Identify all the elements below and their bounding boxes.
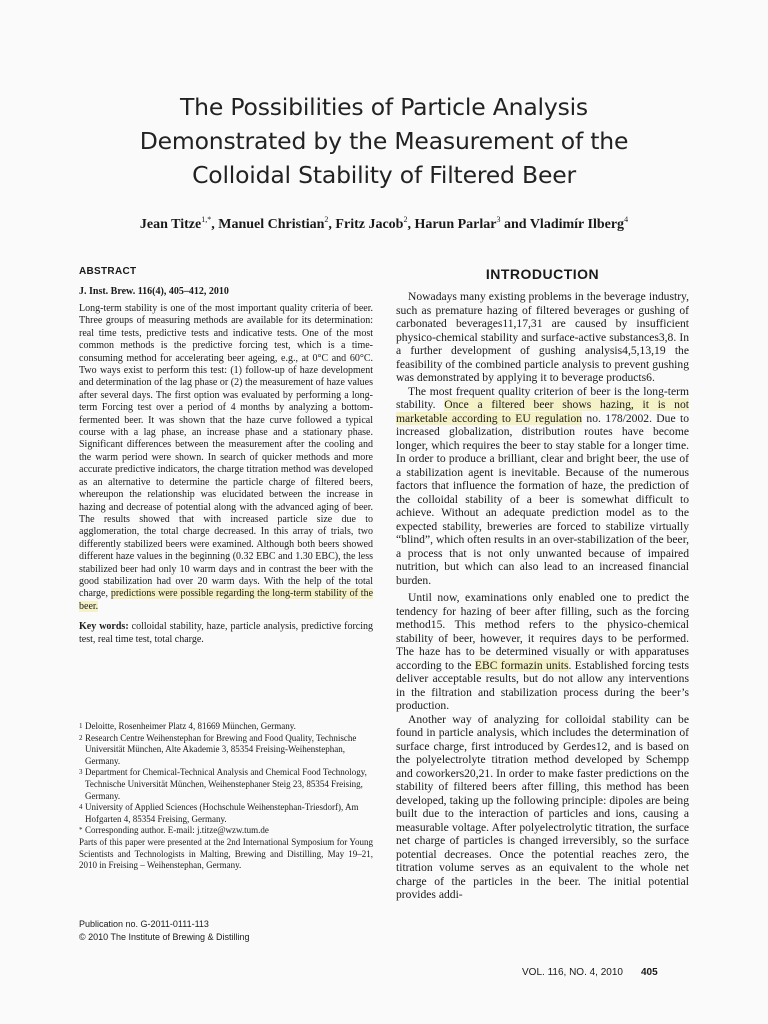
abstract-text-part: Long-term stability is one of the most important quality criteria of beer. Three groups of measuring methods are available for its determination: real time tests, predictive tests and indicative tests. One of the most common methods is the predictive forcing test, which is a time-consuming method for accelerating beer ageing, e.g., at 0°C and 60°C. Two ways exist to perform this test: (1) follow-up of haze development and determination of the lag phase or (2) the measurement of haze values after several days. The first option was evaluated by performing a long-term Forcing test over a period of 4 months by analyzing a bottom-fermented beer. It was shown that the haze curve followed a typical course with a lag phase, an increase phase and a stationary phase. Significant differences between the measurement after the cooling and the warm period were shown. In search of quicker methods and more accurate predictive indicators, the charge titration method was developed as an alternative to determine the particle charge of filtered beers, whereupon the relationship was elucidated between the increase in hazing and decrease of potential along with the advanced aging of beer. The results showed that with increased particle size due to agglomeration, the total charge decreased. In this array of trials, two differently stabilized beers were examined. Although both beers showed different haze values in the beginning (0.32 EBC and 1.30 EBC), the less stabilized beer had only 10 warm days and in contrast the beer with the good stabilization had over 20 warm days. With the help of the total charge, bbox=[79, 303, 373, 600]
left-column bbox=[79, 266, 373, 646]
affiliation-mark: * bbox=[79, 826, 83, 835]
paragraph-part: The most frequent quality criterion of beer is the long-term stability. bbox=[396, 384, 689, 411]
affiliation-text: Department for Chemical-Technical Analysis and Chemical Food Technology, Technische Universität München, Weihenstephaner Steig 23, 85354 Freising, Germany. bbox=[85, 767, 367, 801]
keywords-text: colloidal stability, haze, particle analysis, predictive forcing test, real time test, total charge. bbox=[79, 621, 373, 645]
author-list: Jean Titze$^{1,*}$, Manuel Christian$^2$, Fritz Jacob$^2$, Harun Parlar$^3$ and Vladimír Ilberg$^4$ bbox=[139, 215, 629, 232]
affiliations bbox=[79, 721, 373, 872]
paragraph: Nowadays many existing problems in the beverage industry, such as premature hazing of filtered beverages or gushing of carbonated beverages11,17,31 are caused by insufficient physico-chemical stability and surface-active substances3,8. In a further development of gushing analysis4,5,13,19 the feasibility of the combined particle analysis to prevent gushing was demonstrated by applying it to beverage products6. bbox=[396, 290, 689, 384]
keywords-label: Key words: bbox=[79, 621, 129, 633]
paragraph-part: Until now, examinations only enabled one to predict the tendency for hazing of beer after filling, such as the forcing method15. This method refers to the physico-chemical stability of beer, however, it requires days to be performed. The haze has to be determined visually or with apparatuses according to the bbox=[396, 591, 689, 672]
abstract-text bbox=[79, 303, 373, 613]
paragraph bbox=[396, 591, 689, 713]
highlighted-text[interactable]: Once a filtered beer shows hazing, it is not marketable according to EU regulation bbox=[396, 398, 689, 425]
introduction-body bbox=[396, 290, 689, 902]
abstract-heading: ABSTRACT bbox=[79, 266, 137, 277]
affiliation-mark: 2 bbox=[79, 733, 83, 742]
volume-info: VOL. 116, NO. 4, 2010 bbox=[522, 967, 623, 978]
title-line: Colloidal Stability of Filtered Beer bbox=[192, 161, 576, 189]
publication-number: Publication no. G-2011-0111-113 bbox=[79, 919, 209, 929]
highlighted-text[interactable]: EBC formazin units bbox=[474, 658, 569, 672]
affiliation-text: University of Applied Sciences (Hochschule Weihenstephan-Triesdorf), Am Hofgarten 4, 85354 Freising, Germany. bbox=[85, 802, 359, 824]
affiliation-item bbox=[79, 733, 373, 768]
affiliation-item bbox=[79, 721, 373, 733]
affiliation-mark: 4 bbox=[79, 803, 83, 812]
copyright-notice: © 2010 The Institute of Brewing & Distilling bbox=[79, 932, 250, 942]
affiliation-item bbox=[79, 825, 373, 837]
journal-citation: J. Inst. Brew. 116(4), 405–412, 2010 bbox=[79, 286, 229, 297]
affiliation-text: Research Centre Weihenstephan for Brewing and Food Quality, Technische Universität München, Alte Akademie 3, 85354 Freising-Weihenstephan, Germany. bbox=[85, 732, 357, 766]
affiliation-text[interactable]: Corresponding author. E-mail: j.titze@wzw.tum.de bbox=[85, 825, 269, 836]
page-number: 405 bbox=[641, 967, 658, 978]
affiliation-item bbox=[79, 767, 373, 802]
paper-title bbox=[60, 90, 708, 192]
paragraph-part: no. 178/2002. Due to increased globalization, distribution routes have become longer, which requires the beer to stay stable for a longer time. In order to produce a brilliant, clear and bright beer, the use of a stabilization agent is inevitable. Because of the numerous factors that influence the formation of haze, the prediction of the colloidal stability of a beer is somewhat difficult to achieve. Without an adequate prediction model as to the expected stability, breweries are forced to stabilize virtually “blind”, which often results in an over-stabilization of the beer, a process that is not only unwanted because of impaired nutrition, but which can also lead to an increased financial burden. bbox=[396, 411, 689, 587]
paragraph-part: . Established forcing tests deliver acceptable results, but do not allow any interventions in the filtration and stabilization process during the beer’s production. bbox=[396, 658, 689, 712]
affiliation-item bbox=[79, 802, 373, 825]
affiliation-mark: 1 bbox=[79, 722, 83, 730]
affiliation-text: Deloitte, Rosenheimer Platz 4, 81669 München, Germany. bbox=[85, 721, 296, 731]
right-column bbox=[396, 262, 689, 902]
page-footer bbox=[522, 967, 658, 978]
keywords bbox=[79, 621, 373, 646]
title-line: The Possibilities of Particle Analysis bbox=[180, 93, 588, 121]
title-line: Demonstrated by the Measurement of the bbox=[139, 127, 629, 155]
publication-info bbox=[79, 918, 373, 944]
affiliation-mark: 3 bbox=[79, 768, 83, 777]
paragraph bbox=[396, 385, 689, 588]
highlighted-text[interactable]: predictions were possible regarding the long-term stability of the beer. bbox=[79, 588, 374, 612]
paragraph: Another way of analyzing for colloidal stability can be found in particle analysis, which includes the determination of surface charge, first introduced by Gerdes12, and is based on the polyelectrolyte titration method developed by Schempp and coworkers20,21. In order to make faster predictions on the stability of filtered beers after filling, this method has been developed, taking up the following principle: dipoles are being built due to the interaction of particles and ions, causing a measurable voltage. After polyelectrolytic titration, the surface net charge of particles is changed irreversibly, so the surface potential decreases. Once the potential reaches zero, the titration volume serves as an equivalent to the whole net charge of the particles in the beer. The initial potential provides addi- bbox=[396, 712, 689, 901]
introduction-heading: INTRODUCTION bbox=[485, 266, 600, 282]
presentation-note: Parts of this paper were presented at the 2nd International Symposium for Young Scientists and Technologists in Malting, Brewing and Distilling, May 19–21, 2010 in Freising – Weihenstephan, Germany. bbox=[79, 836, 373, 871]
